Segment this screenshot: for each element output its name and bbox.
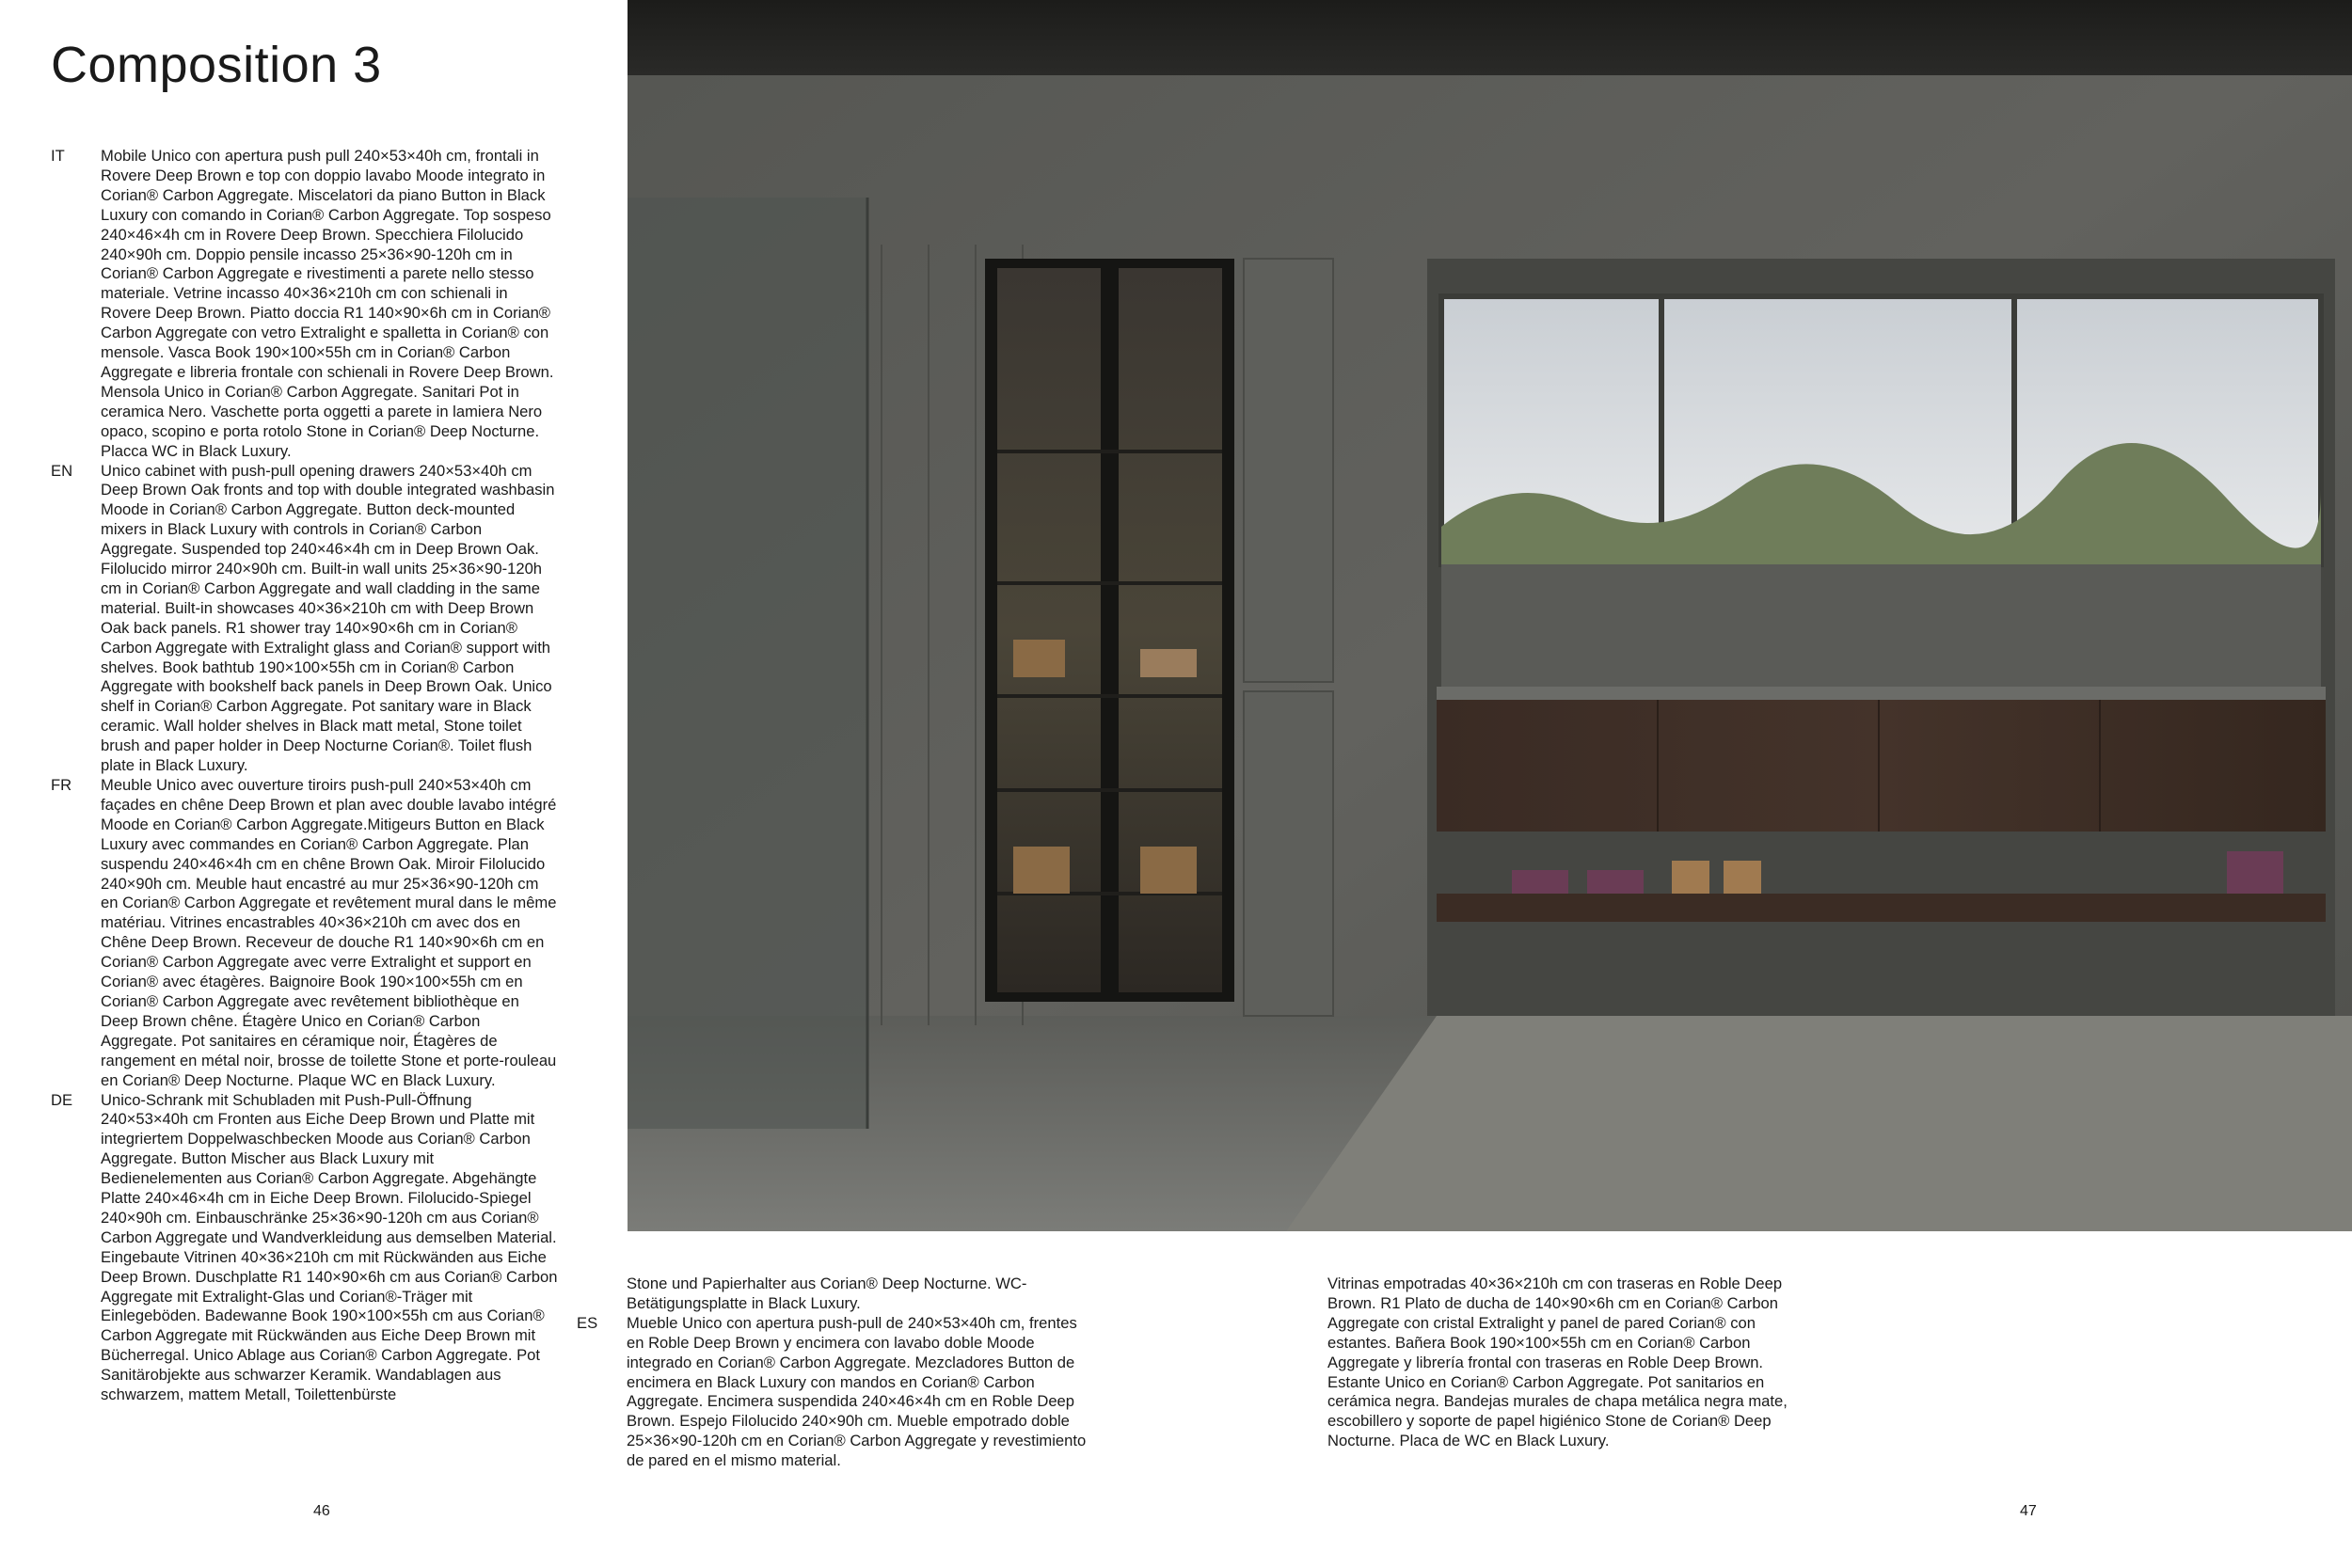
lang-label-it: IT xyxy=(51,147,65,165)
entry-it xyxy=(51,147,559,462)
lang-label-es: ES xyxy=(577,1313,598,1332)
text-column-left xyxy=(51,147,559,1405)
bathroom-photo xyxy=(628,0,2352,1231)
text-it: Mobile Unico con apertura push pull 240×53×40h cm, frontali in Rovere Deep Brown e top con doppio lavabo Moode integrato in Corian® Carbon Aggregate. Miscelatori da piano Button in Black Luxury con comando in Corian® Carbon Aggregate. Top sospeso 240×46×4h cm in Rovere Deep Brown. Specchiera Filolucido 240×90h cm. Doppio pensile incasso 25×36×90-120h cm in Corian® Carbon Aggregate e rivestimenti a parete nello stesso materiale. Vetrine incasso 40×36×210h cm con schienali in Rovere Deep Brown. Piatto doccia R1 140×90×6h cm in Corian® Carbon Aggregate con vetro Extralight e spalletta in Corian® con mensole. Vasca Book 190×100×55h cm in Corian® Carbon Aggregate e libreria frontale con schienali in Rovere Deep Brown. Mensola Unico in Corian® Carbon Aggregate. Sanitari Pot in ceramica Nero. Vaschette porta oggetti a parete in lamiera Nero opaco, scopino e porta rotolo Stone in Corian® Deep Nocturne. Placca WC in Black Luxury. xyxy=(101,147,554,460)
text-en: Unico cabinet with push-pull opening drawers 240×53×40h cm Deep Brown Oak fronts and top with double integrated washbasin Moode in Corian® Carbon Aggregate. Button deck-mounted mixers in Black Luxury with controls in Corian® Carbon Aggregate. Suspended top 240×46×4h cm in Deep Brown Oak. Filolucido mirror 240×90h cm. Built-in wall units 25×36×90-120h cm in Corian® Carbon Aggregate and wall cladding in the same material. Built-in showcases 40×36×210h cm with Deep Brown Oak back panels. R1 shower tray 140×90×6h cm in Corian® Carbon Aggregate with Extralight glass and Corian® support with shelves. Book bathtub 190×100×55h cm in Corian® Carbon Aggregate with bookshelf back panels in Deep Brown Oak. Unico shelf in Corian® Carbon Aggregate. Pot sanitary ware in Black ceramic. Wall holder shelves in Black matt metal, Stone toilet brush and paper holder in Deep Nocturne Corian®. Toilet flush plate in Black Luxury. xyxy=(101,461,555,775)
page-title: Composition 3 xyxy=(51,37,382,93)
lang-label-de: DE xyxy=(51,1090,73,1109)
entry-de xyxy=(51,1091,559,1406)
text-de: Unico-Schrank mit Schubladen mit Push-Pull-Öffnung 240×53×40h cm Fronten aus Eiche Deep Brown und Platte mit integriertem Doppelwaschbecken Moode aus Corian® Carbon Aggregate. Button Mischer aus Black Luxury mit Bedienelementen aus Corian® Carbon Aggregate. Abgehängte Platte 240×46×4h cm in Eiche Deep Brown. Filolucido-Spiegel 240×90h cm. Einbauschränke 25×36×90-120h cm aus Corian® Carbon Aggregate und Wandverkleidung aus demselben Material. Eingebaute Vitrinen 40×36×210h cm mit Rückwänden aus Eiche Deep Brown. Duschplatte R1 140×90×6h cm aus Corian® Carbon Aggregate mit Extralight-Glas und Corian®-Träger mit Einlegeböden. Badewanne Book 190×100×55h cm aus Corian® Carbon Aggregate mit Rückwänden aus Eiche Deep Brown mit Bücherregal. Unico Ablage aus Corian® Carbon Aggregate. Pot Sanitärobjekte aus schwarzer Keramik. Wandablagen aus schwarzem, mattem Metall, Toilettenbürste xyxy=(101,1090,558,1404)
lang-label-en: EN xyxy=(51,461,73,480)
page-number-right: 47 xyxy=(2020,1503,2037,1519)
entry-es xyxy=(577,1314,1094,1471)
text-column-right xyxy=(1327,1275,1807,1451)
text-es-continued: Vitrinas empotradas 40×36×210h cm con traseras en Roble Deep Brown. R1 Plato de ducha de 140×90×6h cm en Corian® Carbon Aggregate con cristal Extralight y panel de pared Corian® con estantes. Bañera Book 190×100×55h cm en Corian® Carbon Aggregate y librería frontal con traseras en Roble Deep Brown. Estante Unico en Corian® Carbon Aggregate. Pot sanitarios en cerámica negra. Bandejas murales de chapa metálica negra mate, escobillero y soporte de papel higiénico Stone de Corian® Deep Nocturne. Placa de WC en Black Luxury. xyxy=(1327,1275,1788,1450)
text-column-middle xyxy=(577,1275,1094,1471)
text-de-continued: Stone und Papierhalter aus Corian® Deep Nocturne. WC-Betätigungsplatte in Black Luxury. xyxy=(627,1275,1027,1312)
entry-en xyxy=(51,462,559,777)
entry-fr xyxy=(51,776,559,1091)
lang-label-fr: FR xyxy=(51,776,72,794)
text-fr: Meuble Unico avec ouverture tiroirs push-pull 240×53×40h cm façades en chêne Deep Brown et plan avec double lavabo intégré Moode en Corian® Carbon Aggregate.Mitigeurs Button en Black Luxury avec commandes en Corian® Carbon Aggregate. Plan suspendu 240×46×4h cm en chêne Brown Oak. Miroir Filolucido 240×90h cm. Meuble haut encastré au mur 25×36×90-120h cm en Corian® Carbon Aggregate et revêtement mural dans le même matériau. Vitrines encastrables 40×36×210h cm avec dos en Chêne Deep Brown. Receveur de douche R1 140×90×6h cm en Corian® Carbon Aggregate avec verre Extralight et support en Corian® avec étagères. Baignoire Book 190×100×55h cm en Corian® Carbon Aggregate avec revêtement bibliothèque en Deep Brown chêne. Étagère Unico en Corian® Carbon Aggregate. Pot sanitaires en céramique noir, Étagères de rangement en métal noir, brosse de toilette Stone et porte-rouleau en Corian® Deep Nocturne. Plaque WC en Black Luxury. xyxy=(101,776,557,1089)
page-number-left: 46 xyxy=(313,1503,330,1519)
text-es: Mueble Unico con apertura push-pull de 240×53×40h cm, frentes en Roble Deep Brown y encimera con lavabo doble Moode integrado en Corian® Carbon Aggregate. Mezcladores Button de encimera en Black Luxury con mandos en Corian® Carbon Aggregate. Encimera suspendida 240×46×4h cm en Roble Deep Brown. Espejo Filolucido 240×90h cm. Mueble empotrado doble 25×36×90-120h cm en Corian® Carbon Aggregate y revestimiento de pared en el mismo material. xyxy=(627,1313,1087,1470)
